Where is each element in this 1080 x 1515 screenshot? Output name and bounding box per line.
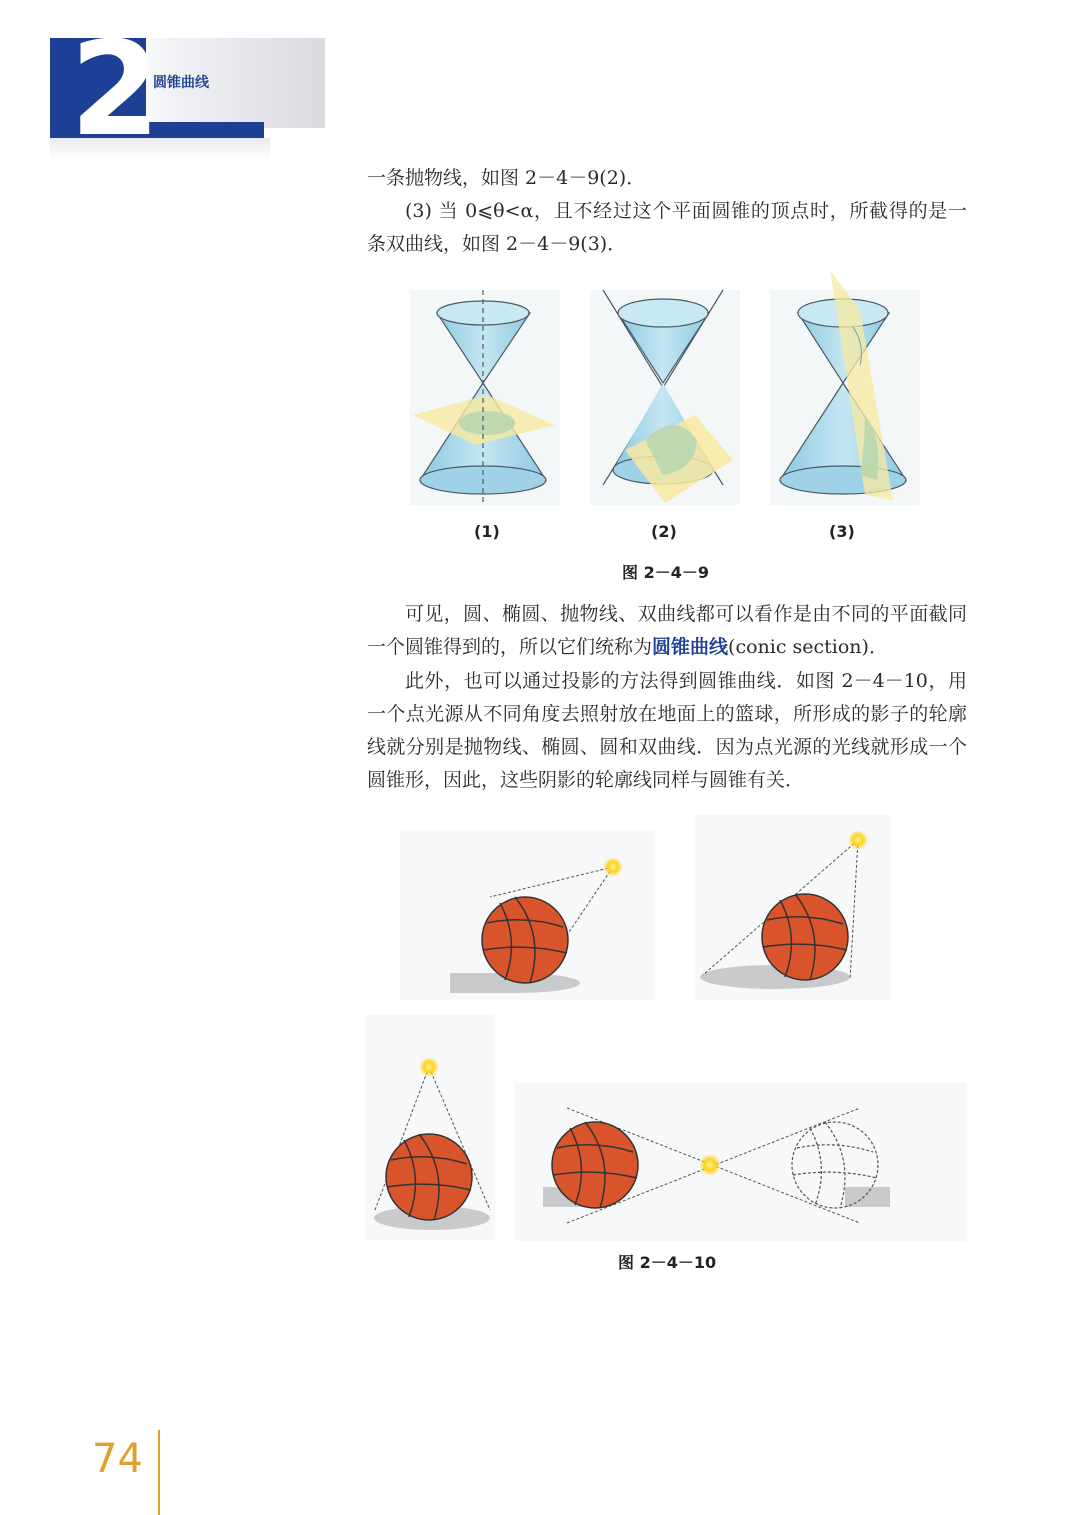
header-bar: [146, 122, 264, 138]
cone-1: [410, 290, 560, 505]
page-number: 74: [92, 1436, 143, 1482]
figure-label-3: (3): [829, 522, 855, 541]
figure-caption-2: 图 2－4－10: [618, 1253, 717, 1272]
basketball-panel-4: [515, 1083, 967, 1241]
paragraph-3: [367, 598, 967, 664]
key-term: 圆锥曲线: [652, 636, 729, 658]
paragraph-3-text: 可见，圆、椭圆、抛物线、双曲线都可以看作是由不同的平面截同一个圆锥得到的，所以它们统称为: [367, 603, 967, 658]
paragraph-4: 此外，也可以通过投影的方法得到圆锥曲线．如图 2－4－10，用一个点光源从不同角度去照射放在地面上的篮球，所形成的影子的轮廓线就分别是抛物线、椭圆、圆和双曲线．因为点光源的光线就形成一个圆锥形，因此，这些阴影的轮廓线同样与圆锥有关．: [367, 670, 967, 791]
cone-3: [770, 270, 920, 505]
page-number-rule: [158, 1430, 160, 1515]
figure-caption-1: 图 2－4－9: [622, 563, 709, 582]
basketball-panel-2: [695, 815, 890, 1000]
figure-cones: [405, 265, 940, 510]
figure-basketball-shadows: [365, 815, 970, 1245]
cone-2: [590, 290, 740, 505]
figure-label-2: (2): [651, 522, 677, 541]
chapter-title: 圆锥曲线: [153, 75, 209, 91]
basketball-panel-1: [400, 830, 655, 1000]
figure-label-1: (1): [474, 522, 500, 541]
paragraph-3-english: (conic section)．: [728, 636, 888, 658]
basketball-panel-3: [365, 1015, 495, 1240]
paragraph-2: (3) 当 0⩽θ<α，且不经过这个平面圆锥的顶点时，所截得的是一条双曲线，如图 2－4－9(3)．: [367, 200, 967, 255]
paragraph-1: 一条抛物线，如图 2－4－9(2)．: [367, 167, 646, 189]
chapter-number: 2: [70, 13, 157, 165]
